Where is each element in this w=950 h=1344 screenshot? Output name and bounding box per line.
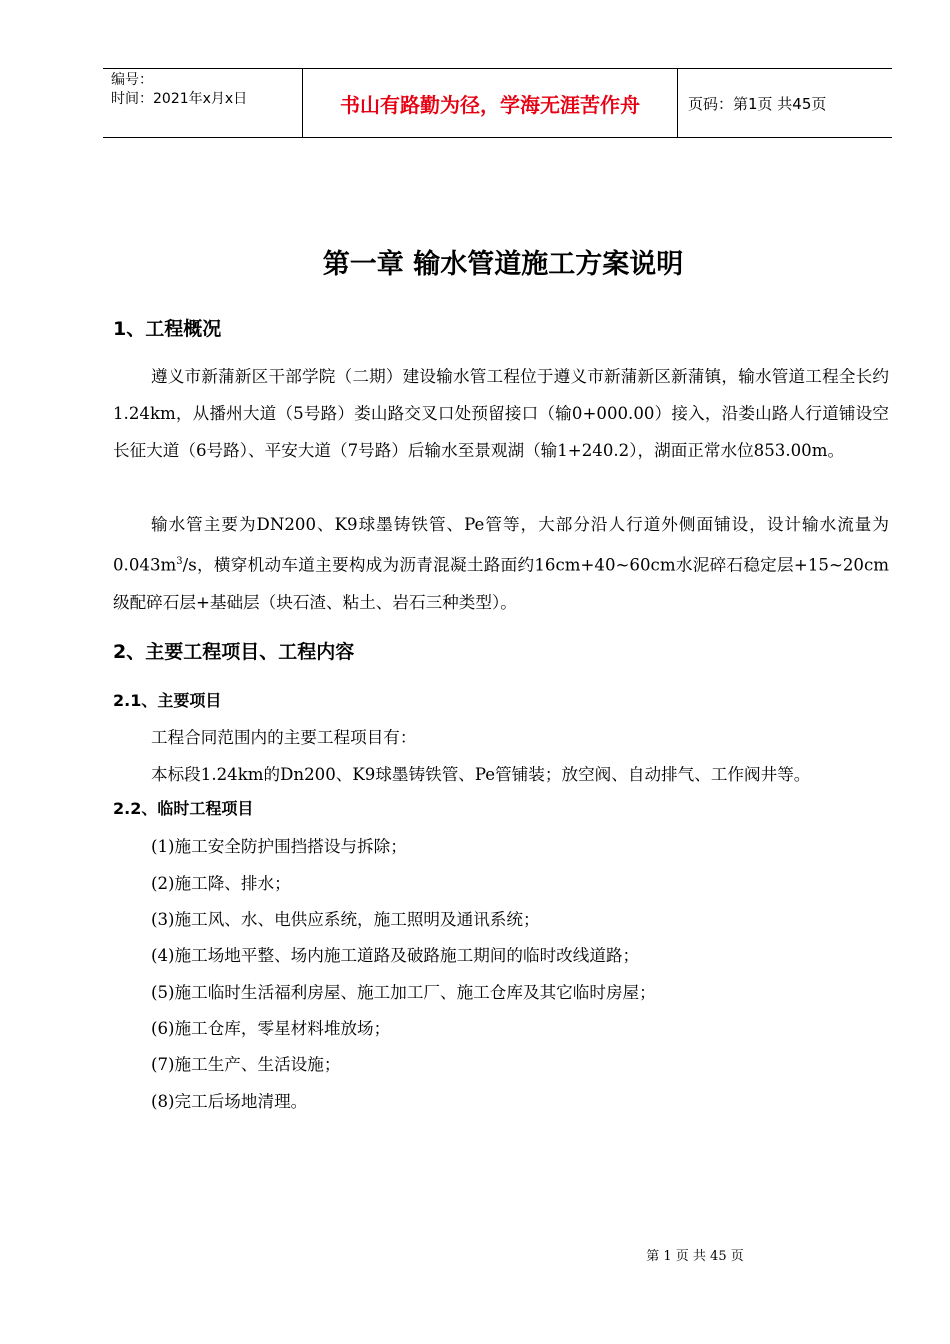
p2-text-a: 输水管主要为DN200、K9球墨铸铁管、Pe管等，大部分沿人行道外侧面铺设，设计输水流量为0.043m bbox=[113, 515, 889, 575]
header-meta bbox=[103, 69, 303, 137]
list-item: (6)施工仓库，零星材料堆放场； bbox=[151, 1019, 391, 1038]
subsection-2-1-title: 2.1、主要项目 bbox=[113, 691, 222, 710]
list-item: (5)施工临时生活福利房屋、施工加工厂、施工仓库及其它临时房屋； bbox=[151, 983, 656, 1002]
list-item: (1)施工安全防护围挡搭设与拆除； bbox=[151, 837, 407, 856]
section-2-title: 2、主要工程项目、工程内容 bbox=[113, 641, 355, 663]
list-item: (2)施工降、排水； bbox=[151, 874, 291, 893]
section-1-paragraph-2 bbox=[113, 506, 889, 621]
section-1-paragraph-1: 遵义市新蒲新区干部学院（二期）建设输水管工程位于遵义市新蒲新区新蒲镇，输水管道工程全长约1.24km，从播州大道（5号路）娄山路交叉口处预留接口（输0+000.00）接入，沿娄山路人行道铺设空长征大道（6号路）、平安大道（7号路）后输水至景观湖（输1+240.2），湖面正常水位853.00m。 bbox=[113, 367, 889, 460]
subsection-2-1-line-1: 工程合同范围内的主要工程项目有： bbox=[151, 728, 417, 747]
section-1-title: 1、工程概况 bbox=[113, 318, 222, 340]
page-footer: 第 1 页 共 45 页 bbox=[646, 1249, 744, 1264]
header-motto: 书山有路勤为径，学海无涯苦作舟 bbox=[303, 69, 678, 137]
subsection-2-1-line-2: 本标段1.24km的Dn200、K9球墨铸铁管、Pe管铺装；放空阀、自动排气、工作阀井等。 bbox=[151, 765, 811, 784]
subsection-2-2-title: 2.2、临时工程项目 bbox=[113, 799, 254, 818]
p2-superscript: 3 bbox=[176, 556, 183, 567]
list-item: (3)施工风、水、电供应系统，施工照明及通讯系统； bbox=[151, 910, 540, 929]
list-item: (4)施工场地平整、场内施工道路及破路施工期间的临时改线道路； bbox=[151, 946, 640, 965]
header-page-info: 页码：第1页 共45页 bbox=[688, 94, 827, 113]
header-time: 时间：2021年x月x日 bbox=[111, 91, 248, 107]
chapter-title: 第一章 输水管道施工方案说明 bbox=[322, 249, 684, 280]
list-item: (8)完工后场地清理。 bbox=[151, 1092, 308, 1111]
page-header bbox=[103, 68, 892, 138]
list-item: (7)施工生产、生活设施； bbox=[151, 1055, 341, 1074]
p2-text-b: /s，横穿机动车道主要构成为沥青混凝土路面约16cm+40~60cm水泥碎石稳定层+15~20cm级配碎石层+基础层（块石渣、粘土、岩石三种类型）。 bbox=[113, 555, 889, 612]
header-number: 编号： bbox=[111, 72, 153, 88]
